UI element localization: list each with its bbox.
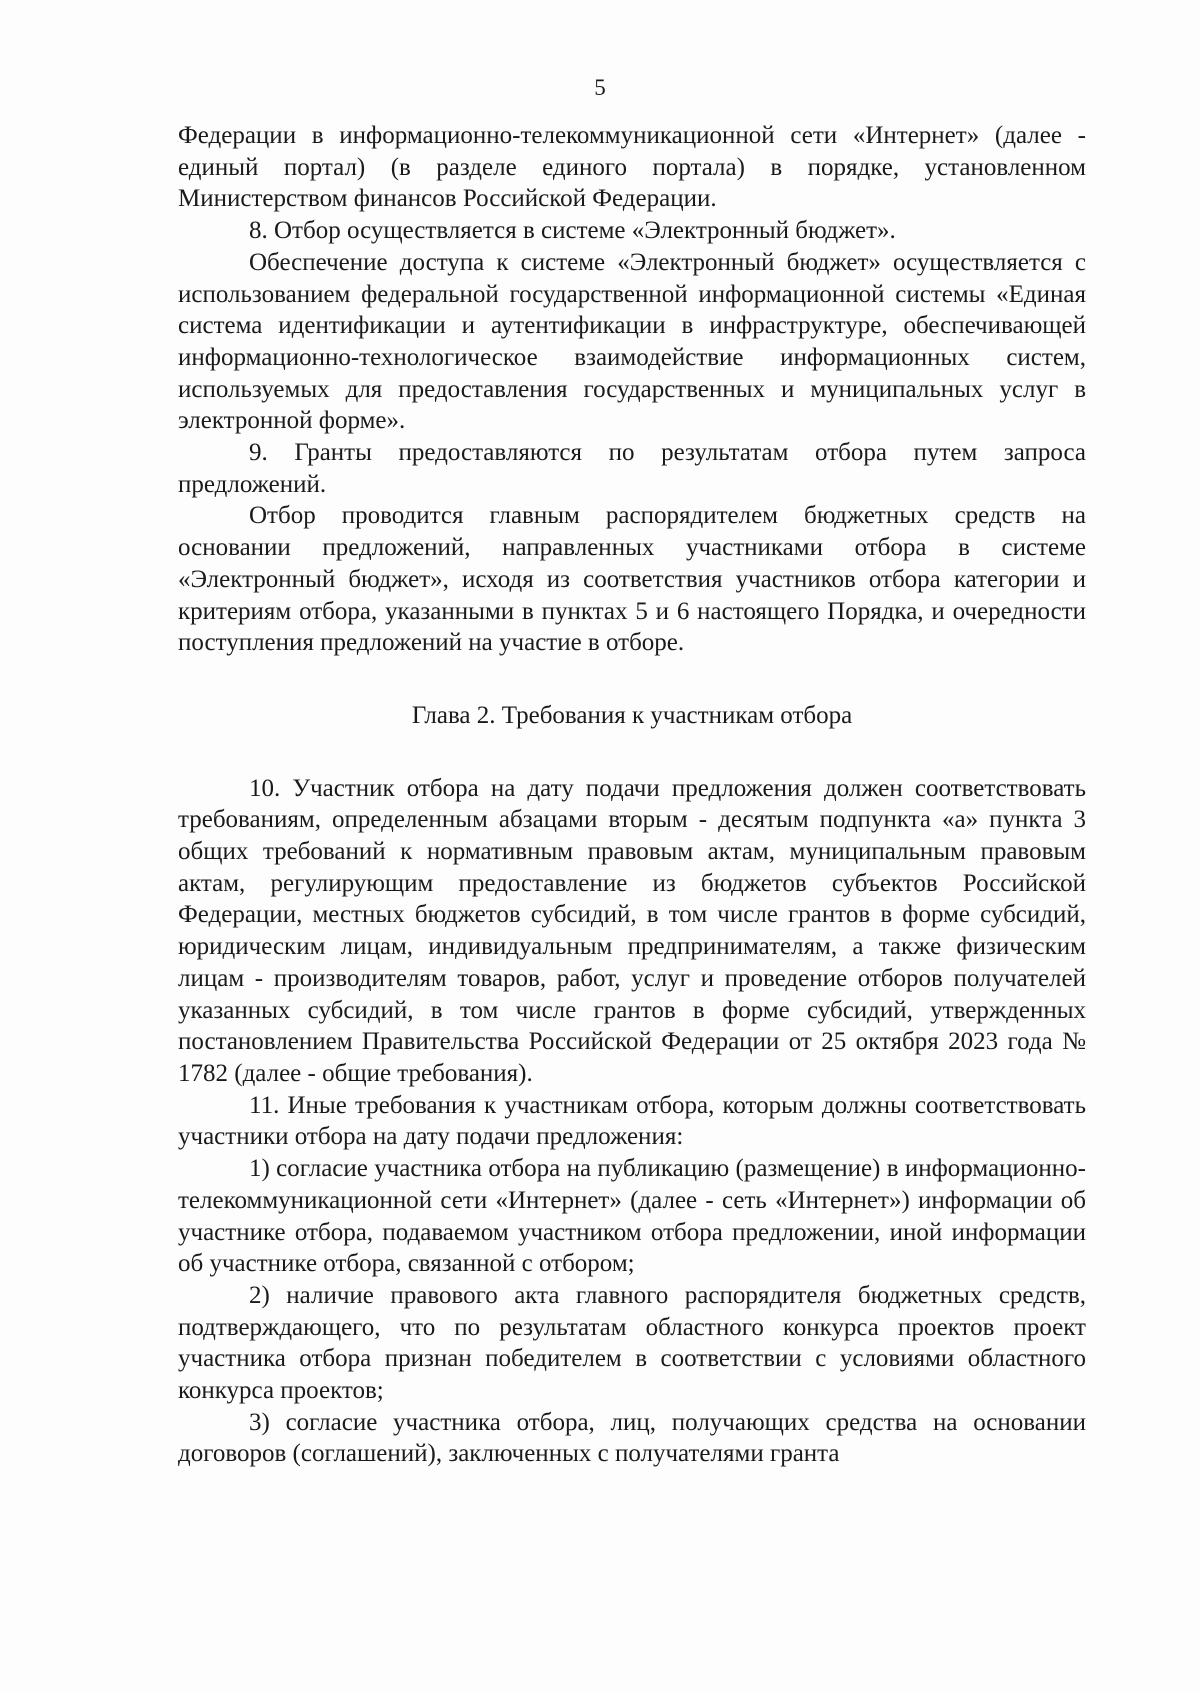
list-item-3: 3) согласие участника отбора, лиц, получающих средства на основании договоров (соглашений), заключенных с получателями гранта [178, 1408, 1086, 1468]
page-number: 5 [594, 75, 606, 100]
document-body [178, 120, 1086, 1470]
paragraph-continuation: Федерации в информационно-телекоммуникационной сети «Интернет» (далее - единый портал) (в разделе единого портала) в порядке, установленном Министерством финансов Российской Федерации. [178, 122, 1086, 213]
list-item-1: 1) согласие участника отбора на публикацию (размещение) в информационно-телекоммуникационной сети «Интернет» (далее - сеть «Интернет») информации об участнике отбора, подаваемом участником отбора предложении, иной информации об участнике отбора, связанной с отбором; [178, 1155, 1086, 1278]
paragraph-item-11: 11. Иные требования к участникам отбора, которым должны соответствовать участники отбора на дату подачи предложения: [178, 1091, 1086, 1151]
paragraph-item-10: 10. Участник отбора на дату подачи предложения должен соответствовать требованиям, определенным абзацами вторым - десятым подпункта «а» пункта 3 общих требований к нормативным правовым актам, муниципальным правовым актам, регулирующим предоставление из бюджетов субъектов Российской Федерации, местных бюджетов субсидий, в том числе грантов в форме субсидий, юридическим лицам, индивидуальным предпринимателям, а также физическим лицам - производителям товаров, работ, услуг и проведение отборов получателей указанных субсидий, в том числе грантов в форме субсидий, утвержденных постановлением Правительства Российской Федерации от 25 октября 2023 года № 1782 (далее - общие требования). [178, 774, 1086, 1087]
paragraph-item-9: 9. Гранты предоставляются по результатам отбора путем запроса предложений. [178, 439, 1086, 498]
paragraph-access: Обеспечение доступа к системе «Электронный бюджет» осуществляется с использованием федеральной государственной информационной системы «Единая система идентификации и аутентификации в инфраструктуре, обеспечивающей информационно-технологическое взаимодействие информационных систем, используемых для предоставления государственных и муниципальных услуг в электронной форме». [178, 248, 1086, 435]
list-item-2: 2) наличие правового акта главного распорядителя бюджетных средств, подтверждающего, что по результатам областного конкурса проектов проект участника отбора признан победителем в соответствии с условиями областного конкурса проектов; [178, 1281, 1086, 1405]
paragraph-item-8: 8. Отбор осуществляется в системе «Электронный бюджет». [249, 217, 896, 245]
chapter-heading: Глава 2. Требования к участникам отбора [411, 701, 853, 729]
paragraph-selection: Отбор проводится главным распорядителем бюджетных средств на основании предложений, направленных участниками отбора в системе «Электронный бюджет», исходя из соответствия участников отбора категории и критериям отбора, указанными в пунктах 5 и 6 настоящего Порядка, и очередности поступления предложений на участие в отборе. [178, 502, 1086, 657]
